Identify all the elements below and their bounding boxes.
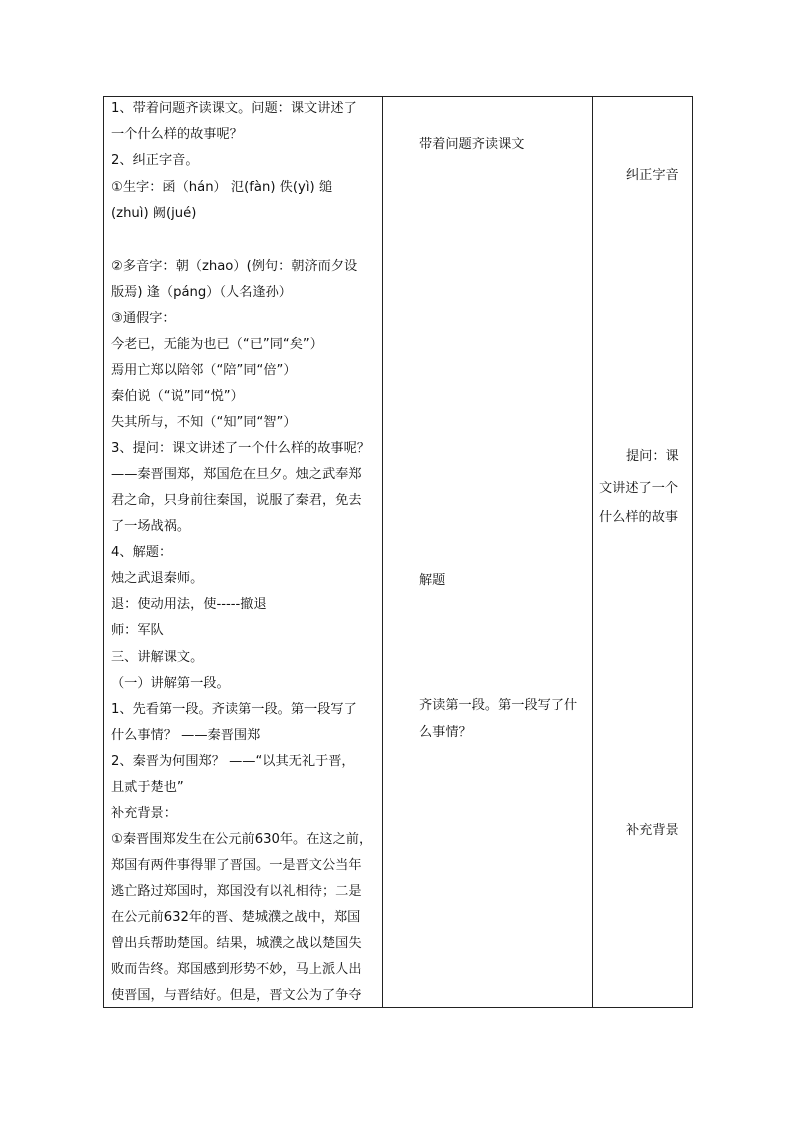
student-activity-cell (383, 97, 593, 1008)
activity-line: 带着问题齐读课文 (419, 137, 525, 152)
intent-line: 提问：课 (626, 449, 679, 464)
content-line: 逃亡路过郑国时，郑国没有以礼相待；二是 (111, 884, 362, 899)
intent-line: 纠正字音 (626, 168, 679, 183)
content-line: 1、先看第一段。齐读第一段。第一段写了 (111, 702, 357, 717)
content-line: 郑国有两件事得罪了晋国。一是晋文公当年 (111, 858, 362, 873)
intent-line: 什么样的故事 (599, 510, 679, 525)
content-line: 秦伯说（“说”同“悦”） (111, 389, 244, 404)
teaching-content-cell (104, 97, 383, 1008)
content-line: 版焉) 逢（páng）（人名逢孙） (111, 285, 292, 300)
content-line: 今老已，无能为也已（“已”同“矣”） (111, 337, 323, 352)
content-line: 失其所与，不知（“知”同“智”） (111, 415, 297, 430)
content-line: 1、带着问题齐读课文。问题：课文讲述了 (111, 101, 357, 116)
content-line: 退：使动用法，使-----撤退 (111, 597, 267, 612)
content-line: 3、提问：课文讲述了一个什么样的故事呢？ (111, 441, 370, 456)
content-line: 焉用亡郑以陪邻（“陪”同“倍”） (111, 363, 297, 378)
lesson-plan-table (103, 96, 693, 1008)
content-line: ——秦晋围郑，郑国危在旦夕。烛之武奉郑 (111, 467, 362, 482)
intent-line: 补充背景 (626, 823, 679, 838)
content-line: (zhuì) 阙(jué) (111, 206, 197, 221)
content-line: ①生字：函（hán） 氾(fàn) 佚(yì) 缒 (111, 180, 333, 195)
design-intent-cell (593, 97, 693, 1008)
content-line: ②多音字：朝（zhao）(例句：朝济而夕设 (111, 259, 358, 274)
content-line: 三、讲解课文。 (111, 650, 204, 665)
content-line: 2、秦晋为何围郑？ ——“以其无礼于晋， (111, 754, 355, 769)
content-line: 曾出兵帮助楚国。结果，城濮之战以楚国失 (111, 936, 362, 951)
content-line: ③通假字： (111, 311, 176, 326)
content-line: 使晋国，与晋结好。但是，晋文公为了争夺 (111, 988, 362, 1003)
intent-line: 文讲述了一个 (599, 481, 679, 496)
content-line: 了一场战祸。 (111, 519, 191, 534)
content-line: 师：军队 (111, 623, 164, 638)
content-line: 一个什么样的故事呢？ (111, 127, 243, 142)
content-line: 君之命，只身前往秦国，说服了秦君，免去 (111, 493, 362, 508)
activity-line: 解题 (419, 573, 446, 588)
content-line: 什么事情？ ——秦晋围郑 (111, 728, 261, 743)
activity-line: 齐读第一段。第一段写了什 (419, 698, 578, 713)
content-line: 败而告终。郑国感到形势不妙，马上派人出 (111, 962, 362, 977)
content-line: （一）讲解第一段。 (111, 676, 230, 691)
content-line: 且贰于楚也” (111, 780, 184, 795)
content-line: 补充背景： (111, 806, 177, 821)
content-line: ①秦晋围郑发生在公元前630年。在这之前， (111, 832, 373, 847)
content-line: 2、纠正字音。 (111, 153, 199, 168)
content-line: 在公元前632年的晋、楚城濮之战中，郑国 (111, 910, 361, 925)
content-line: 4、解题： (111, 545, 173, 560)
content-line: 烛之武退秦师。 (111, 571, 204, 586)
table-row (104, 97, 693, 1008)
activity-line: 么事情？ (419, 725, 472, 740)
